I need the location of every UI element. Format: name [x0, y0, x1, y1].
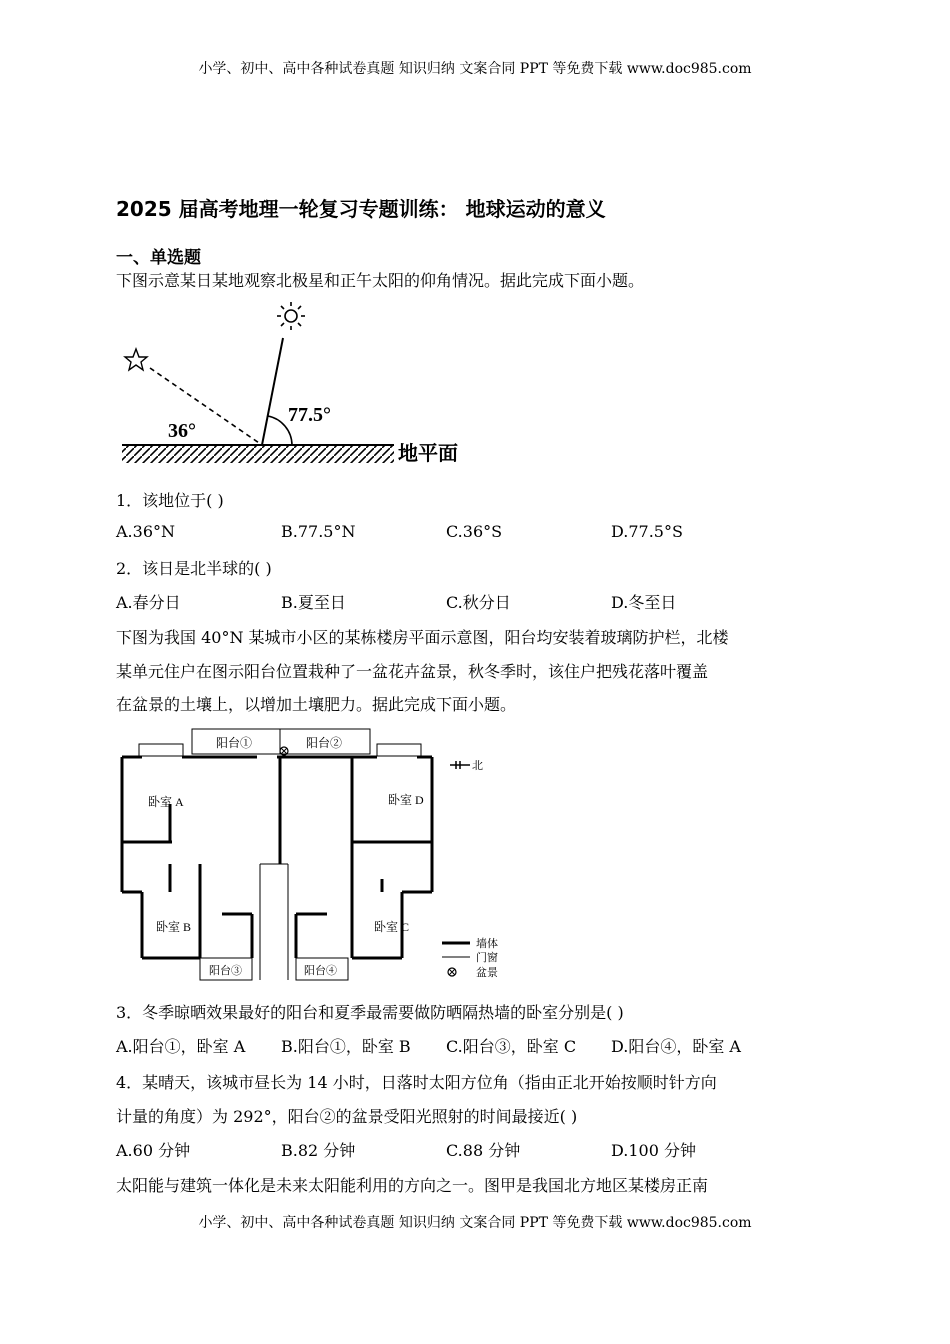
- question-2-stem: 2．该日是北半球的( ): [116, 559, 272, 578]
- floor-plan-figure: [112, 724, 512, 986]
- q3-option-d[interactable]: D.阳台④，卧室 A: [611, 1037, 741, 1056]
- intro-paragraph-1: 下图示意某日某地观察北极星和正午太阳的仰角情况。据此完成下面小题。: [116, 271, 645, 290]
- balcony-1-label: 阳台①: [216, 736, 253, 750]
- legend-bonsai: 盆景: [476, 967, 498, 979]
- question-4-stem-line-2: 计量的角度）为 292°，阳台②的盆景受阳光照射的时间最接近( ): [116, 1107, 578, 1126]
- question-4-stem-line-1: 4．某晴天，该城市昼长为 14 小时，日落时太阳方位角（指由正北开始按顺时针方向: [116, 1073, 717, 1092]
- q1-option-c[interactable]: C.36°S: [446, 522, 503, 541]
- intro-paragraph-2-line-3: 在盆景的土壤上，以增加土壤肥力。据此完成下面小题。: [116, 695, 517, 714]
- q4-option-b[interactable]: B.82 分钟: [281, 1141, 356, 1160]
- page-footer: 小学、初中、高中各种试卷真题 知识归纳 文案合同 PPT 等免费下载 www.doc985.com: [198, 1215, 752, 1231]
- north-label: 北: [472, 760, 483, 772]
- page-title: 2025 届高考地理一轮复习专题训练： 地球运动的意义: [116, 197, 606, 221]
- legend: [442, 936, 498, 979]
- sun-icon: [277, 302, 305, 330]
- q2-option-a[interactable]: A.春分日: [116, 593, 181, 612]
- q2-option-c[interactable]: C.秋分日: [446, 593, 511, 612]
- elevation-angle-figure: [110, 296, 480, 476]
- question-3-stem: 3．冬季晾晒效果最好的阳台和夏季最需要做防晒隔热墙的卧室分别是( ): [116, 1003, 624, 1022]
- q2-option-d[interactable]: D.冬至日: [611, 593, 677, 612]
- legend-wall: 墙体: [476, 938, 498, 950]
- q4-option-c[interactable]: C.88 分钟: [446, 1141, 521, 1160]
- q3-option-c[interactable]: C.阳台③，卧室 C: [446, 1037, 577, 1056]
- bedroom-c-label: 卧室 C: [374, 920, 410, 934]
- q4-option-a[interactable]: A.60 分钟: [116, 1141, 191, 1160]
- q3-option-a[interactable]: A.阳台①，卧室 A: [116, 1037, 246, 1056]
- legend-door-window: 门窗: [476, 952, 498, 964]
- balcony-4-label: 阳台④: [304, 965, 337, 977]
- bedroom-b-label: 卧室 B: [156, 920, 192, 934]
- sun-ray-line: [262, 338, 283, 445]
- q4-option-d[interactable]: D.100 分钟: [611, 1141, 696, 1160]
- page-header: 小学、初中、高中各种试卷真题 知识归纳 文案合同 PPT 等免费下载 www.doc985.com: [198, 61, 752, 77]
- intro-paragraph-2-line-1: 下图为我国 40°N 某城市小区的某栋楼房平面示意图，阳台均安装着玻璃防护栏，北楼: [116, 628, 729, 647]
- sun-angle-label: 77.5°: [288, 404, 331, 426]
- ground-hatch: [122, 445, 394, 463]
- question-1-stem: 1．该地位于( ): [116, 491, 224, 510]
- q3-option-b[interactable]: B.阳台①，卧室 B: [281, 1037, 411, 1056]
- intro-paragraph-2-line-2: 某单元住户在图示阳台位置栽种了一盆花卉盆景，秋冬季时，该住户把残花落叶覆盖: [116, 662, 709, 681]
- bedroom-a-label: 卧室 A: [148, 795, 184, 809]
- intro-paragraph-3: 太阳能与建筑一体化是未来太阳能利用的方向之一。图甲是我国北方地区某楼房正南: [116, 1176, 709, 1195]
- balcony-3-label: 阳台③: [209, 965, 242, 977]
- polaris-angle-label: 36°: [168, 420, 196, 442]
- horizon-label: 地平面: [398, 443, 458, 465]
- q1-option-b[interactable]: B.77.5°N: [281, 522, 356, 541]
- bedroom-d-label: 卧室 D: [388, 793, 424, 807]
- section-heading: 一、单选题: [116, 248, 201, 268]
- q1-option-a[interactable]: A.36°N: [116, 522, 175, 541]
- north-arrow-icon: [450, 761, 470, 769]
- q2-option-b[interactable]: B.夏至日: [281, 593, 346, 612]
- q1-option-d[interactable]: D.77.5°S: [611, 522, 683, 541]
- polaris-sightline: [150, 368, 262, 445]
- star-icon: [125, 349, 147, 370]
- balcony-2-label: 阳台②: [306, 736, 343, 750]
